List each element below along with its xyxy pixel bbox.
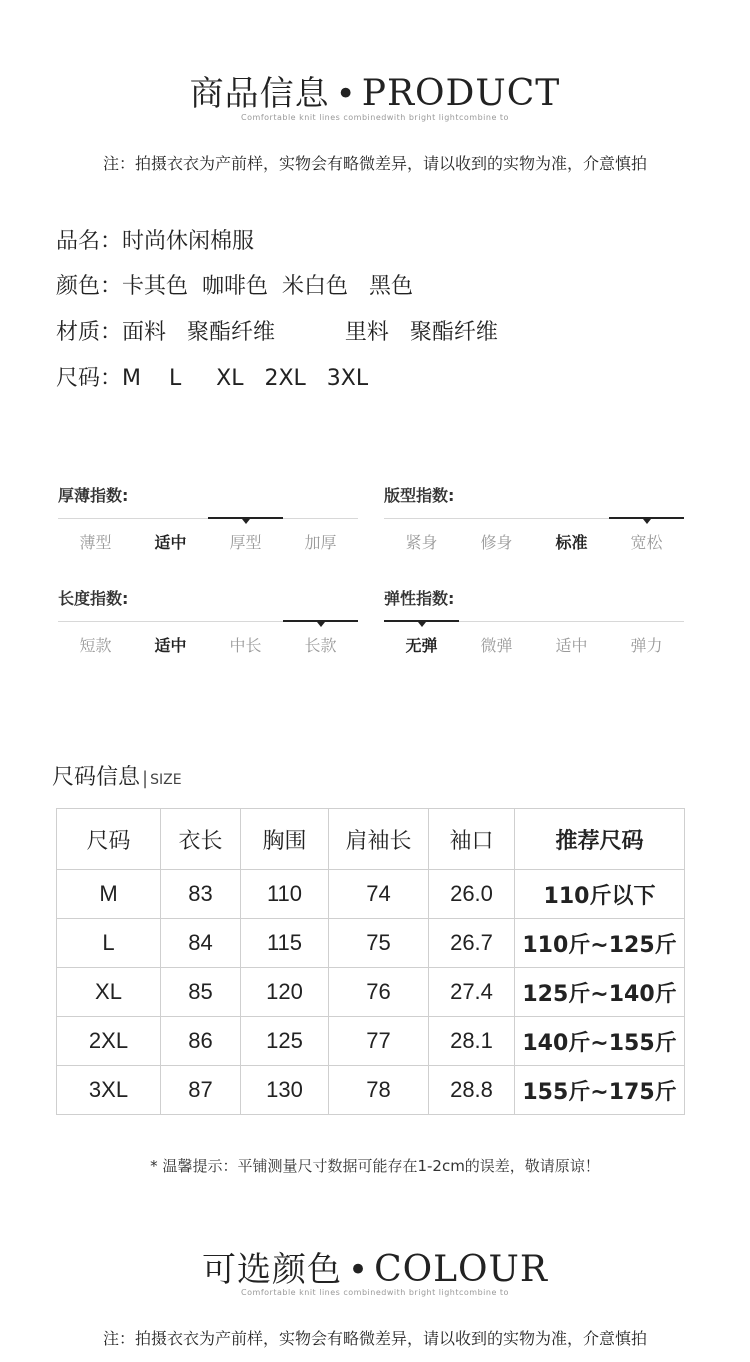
header-chest: 胸围 <box>241 809 329 870</box>
colour-title-cn: 可选颜色 <box>202 1250 342 1290</box>
index-option: 紧身 <box>405 533 438 552</box>
size-title-cn: 尺码信息 <box>52 765 141 790</box>
table-row <box>57 968 685 1017</box>
header-recommended: 推荐尺码 <box>515 809 685 870</box>
table-cell: 74 <box>329 870 429 919</box>
table-row <box>57 1066 685 1115</box>
recommended-cell: 110斤以下 <box>515 870 685 919</box>
table-cell: L <box>57 919 161 968</box>
header-length: 衣长 <box>161 809 241 870</box>
header-cuff: 袖口 <box>429 809 515 870</box>
colour-subtitle: Comfortable knit lines combinedwith bright lightcombine to <box>241 1288 509 1297</box>
size-title-separator: | <box>142 768 149 789</box>
index-option: 标准 <box>555 533 588 552</box>
caret-down-icon <box>317 622 325 627</box>
colour-note: 注：拍摄衣衣为产前样，实物会有略微差异，请以收到的实物为准，介意慎拍 <box>102 1329 647 1348</box>
index-option: 长款 <box>304 636 337 655</box>
table-cell: 3XL <box>57 1066 161 1115</box>
measurement-tip: * 温馨提示：平铺测量尺寸数据可能存在1-2cm的误差，敬请原谅！ <box>150 1157 600 1175</box>
caret-down-icon <box>643 519 651 524</box>
product-subtitle: Comfortable knit lines combinedwith bright lightcombine to <box>241 113 509 122</box>
table-cell: 26.7 <box>429 919 515 968</box>
recommended-cell: 140斤~155斤 <box>515 1017 685 1066</box>
product-title-en: PRODUCT <box>361 73 561 114</box>
table-cell: 26.0 <box>429 870 515 919</box>
table-row <box>57 870 685 919</box>
table-cell: 2XL <box>57 1017 161 1066</box>
table-cell: M <box>57 870 161 919</box>
index-option: 弹力 <box>630 636 663 655</box>
caret-down-icon <box>418 622 426 627</box>
table-cell: 28.8 <box>429 1066 515 1115</box>
index-title: 长度指数: <box>58 589 129 608</box>
index-option: 适中 <box>555 636 588 655</box>
index-option: 无弹 <box>405 636 438 655</box>
table-cell: 76 <box>329 968 429 1017</box>
table-cell: 27.4 <box>429 968 515 1017</box>
product-note: 注：拍摄衣衣为产前样，实物会有略微差异，请以收到的实物为准，介意慎拍 <box>102 154 647 173</box>
table-cell: 75 <box>329 919 429 968</box>
index-option: 中长 <box>229 636 262 655</box>
table-cell: 84 <box>161 919 241 968</box>
table-cell: 120 <box>241 968 329 1017</box>
title-dot: • <box>348 1250 369 1290</box>
size-table <box>56 808 685 1115</box>
caret-down-icon <box>242 519 250 524</box>
size-section-title <box>52 760 182 791</box>
size-table-header-row <box>57 809 685 870</box>
index-option: 适中 <box>154 636 187 655</box>
index-title: 厚薄指数: <box>58 486 129 505</box>
size-title-en: SIZE <box>150 772 182 788</box>
header-size: 尺码 <box>57 809 161 870</box>
table-cell: 125 <box>241 1017 329 1066</box>
index-option: 适中 <box>154 533 187 552</box>
recommended-cell: 110斤~125斤 <box>515 919 685 968</box>
index-option: 宽松 <box>630 533 663 552</box>
table-cell: XL <box>57 968 161 1017</box>
header-shoulder-sleeve: 肩袖长 <box>329 809 429 870</box>
index-title: 弹性指数: <box>384 589 455 608</box>
info-name: 品名：时尚休闲棉服 <box>56 229 255 254</box>
colour-section-title <box>0 1242 750 1291</box>
index-option: 短款 <box>79 636 112 655</box>
table-cell: 83 <box>161 870 241 919</box>
table-row <box>57 919 685 968</box>
table-cell: 28.1 <box>429 1017 515 1066</box>
table-cell: 110 <box>241 870 329 919</box>
table-cell: 78 <box>329 1066 429 1115</box>
index-option: 薄型 <box>79 533 112 552</box>
title-dot: • <box>335 74 356 114</box>
info-colors: 颜色：卡其色 咖啡色 米白色 黑色 <box>56 274 413 299</box>
table-cell: 115 <box>241 919 329 968</box>
recommended-cell: 125斤~140斤 <box>515 968 685 1017</box>
product-title-cn: 商品信息 <box>189 74 330 114</box>
table-cell: 130 <box>241 1066 329 1115</box>
table-cell: 77 <box>329 1017 429 1066</box>
index-option: 修身 <box>480 533 513 552</box>
index-option: 厚型 <box>229 533 262 552</box>
index-option: 微弹 <box>480 636 513 655</box>
table-cell: 87 <box>161 1066 241 1115</box>
product-section-title <box>0 66 750 115</box>
recommended-cell: 155斤~175斤 <box>515 1066 685 1115</box>
info-material: 材质：面料 聚酯纤维 里料 聚酯纤维 <box>56 320 498 345</box>
table-cell: 86 <box>161 1017 241 1066</box>
index-option: 加厚 <box>304 533 337 552</box>
table-row <box>57 1017 685 1066</box>
table-cell: 85 <box>161 968 241 1017</box>
colour-title-en: COLOUR <box>374 1249 548 1290</box>
index-title: 版型指数: <box>384 486 455 505</box>
info-sizes: 尺码：M L XL 2XL 3XL <box>56 366 369 391</box>
